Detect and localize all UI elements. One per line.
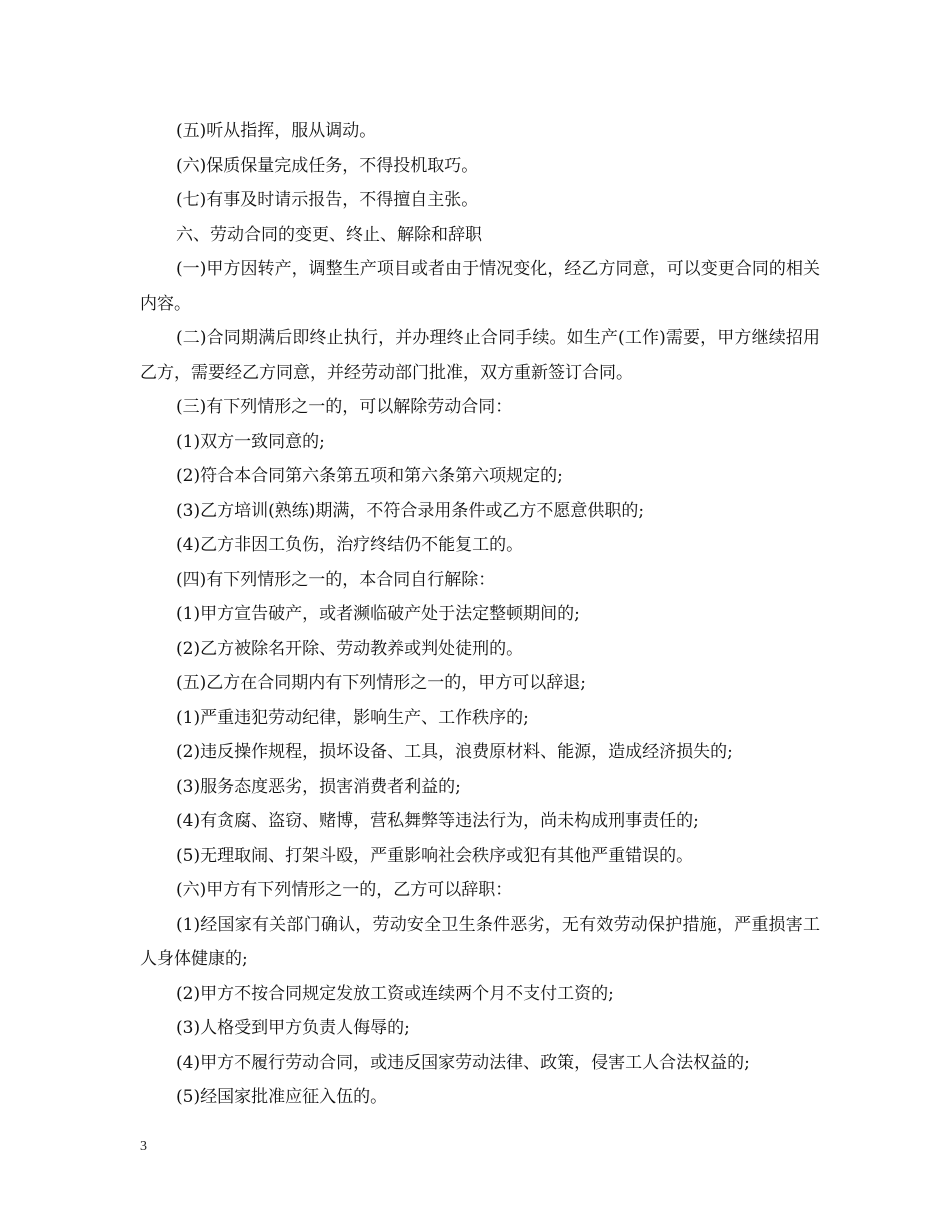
- list-item: (1)甲方宣告破产，或者濒临破产处于法定整顿期间的;: [176, 604, 580, 624]
- paragraph: (五)乙方在合同期内有下列情形之一的，甲方可以辞退;: [176, 673, 586, 693]
- paragraph: (六)甲方有下列情形之一的，乙方可以辞职：: [176, 880, 513, 900]
- section-heading: 六、劳动合同的变更、终止、解除和辞职: [176, 224, 482, 245]
- paragraph: (六)保质保量完成任务，不得投机取巧。: [176, 155, 479, 176]
- list-item: (1)双方一致同意的;: [176, 431, 325, 452]
- paragraph: (二)合同期满后即终止执行，并办理终止合同手续。如生产(工作)需要，甲方继续招用乙方，需要经乙方同意，并经劳动部门批准，双方重新签订合同。: [140, 328, 820, 383]
- list-item: (2)违反操作规程，损坏设备、工具，浪费原材料、能源，造成经济损失的;: [176, 742, 733, 762]
- list-item: (5)无理取闹、打架斗殴，严重影响社会秩序或犯有其他严重错误的。: [176, 845, 694, 866]
- list-item: (3)乙方培训(熟练)期满，不符合录用条件或乙方不愿意供职的;: [176, 500, 645, 521]
- list-item: (2)甲方不按合同规定发放工资或连续两个月不支付工资的;: [176, 983, 614, 1004]
- list-item: (3)人格受到甲方负责人侮辱的;: [176, 1018, 410, 1038]
- list-item: (2)符合本合同第六条第五项和第六条第六项规定的;: [176, 466, 563, 486]
- paragraph: (四)有下列情形之一的，本合同自行解除：: [176, 569, 496, 590]
- page-number: 3: [140, 1139, 147, 1154]
- list-item: (5)经国家批准应征入伍的。: [176, 1087, 388, 1107]
- paragraph: (五)听从指挥，服从调动。: [176, 121, 377, 141]
- list-item: (4)甲方不履行劳动合同，或违反国家劳动法律、政策，侵害工人合法权益的;: [176, 1052, 750, 1073]
- list-item: (4)有贪腐、盗窃、赌博，营私舞弊等违法行为，尚未构成刑事责任的;: [176, 811, 699, 831]
- paragraph: (三)有下列情形之一的，可以解除劳动合同：: [176, 397, 513, 417]
- document-body: [140, 114, 820, 1115]
- list-item: (3)服务态度恶劣，损害消费者利益的;: [176, 776, 461, 797]
- list-item: (4)乙方非因工负伤，治疗终结仍不能复工的。: [176, 535, 524, 555]
- paragraph: (一)甲方因转产，调整生产项目或者由于情况变化，经乙方同意，可以变更合同的相关内容。: [140, 259, 820, 314]
- list-item: (2)乙方被除名开除、劳动教养或判处徒刑的。: [176, 638, 524, 659]
- paragraph: (七)有事及时请示报告，不得擅自主张。: [176, 190, 479, 210]
- list-item: (1)经国家有关部门确认，劳动安全卫生条件恶劣，无有效劳动保护措施，严重损害工人身体健康的;: [140, 914, 820, 969]
- list-item: (1)严重违犯劳动纪律，影响生产、工作秩序的;: [176, 707, 529, 728]
